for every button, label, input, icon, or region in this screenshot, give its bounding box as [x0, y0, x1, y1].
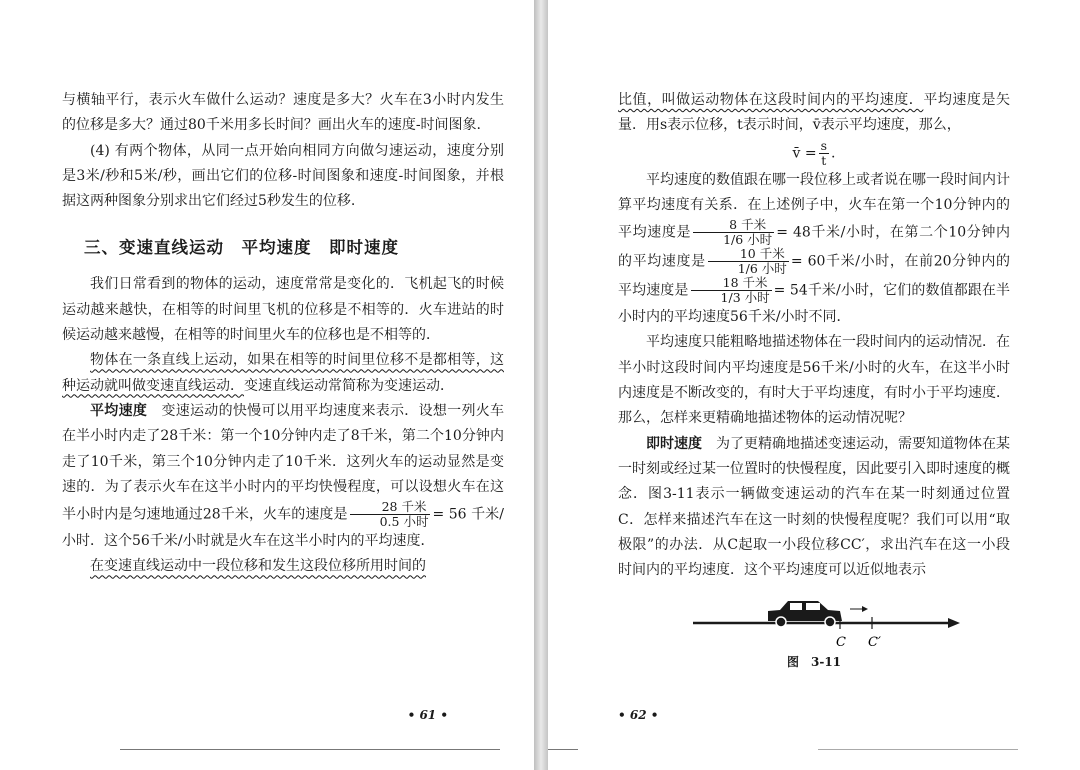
label-c: C	[836, 635, 846, 650]
fraction	[819, 139, 829, 168]
fraction	[708, 247, 789, 276]
definition-text: 物体在一条直线上运动，如果在相等的时间里位移不是都相等，这种运动就叫做变速直线运动．	[62, 352, 504, 394]
arrow-icon	[948, 618, 960, 628]
definition-text: 比值，叫做运动物体在这段时间内的平均速度．	[618, 92, 924, 108]
figure-caption: 图 3-11	[786, 655, 842, 670]
fraction-denominator: 1/6 小时	[723, 232, 773, 248]
fraction	[691, 276, 772, 305]
fraction-denominator: t	[821, 152, 827, 168]
term-instant-speed: 即时速度	[646, 435, 702, 452]
paragraph	[618, 168, 1010, 331]
page-number: • 61 •	[407, 708, 448, 722]
section-title: 三、变速直线运动 平均速度 即时速度	[84, 238, 399, 258]
exercise-4: (4) 有两个物体，从同一点开始向相同方向做匀速运动，速度分别是3米/秒和5米/秒，画出它们的位移-时间图象和速度-时间图象，并根据这两种图象分别求出它们经过5秒发生的位移.	[62, 142, 504, 210]
left-page	[0, 0, 534, 770]
scan-artifact	[818, 749, 1018, 750]
paragraph-text: = 54千米/小时，它们的数值都跟在半小时内的平均速度56千米/小时不同．	[618, 282, 1011, 326]
definition-text: 在变速直线运动中一段位移和发生这段位移所用时间的	[90, 558, 426, 575]
paragraph-text: 变速运动的快慢可以用平均速度来表示．设想一列火车在半小时内走了28千米：第一个10分钟内走了8千米，第二个10分钟内走了10千米，第三个10分钟内走了10千米．这列火车的运动显然是变速的．为了表示火车在这半小时内的平均快慢程度，可以设想火车在这半小时内是匀速地通过28千米，火车的速度是	[62, 402, 505, 523]
average-speed-paragraph	[62, 399, 504, 554]
paragraph-text: = 56 千米/小时．这个56千米/小时就是火车在这半小时内的平均速度．	[62, 506, 504, 550]
fraction-denominator: 0.5 小时	[379, 514, 429, 530]
scan-artifact	[120, 749, 500, 750]
average-speed-formula: v̄ = $\frac{s}{t}$ .	[792, 137, 836, 168]
car-diagram	[618, 593, 1010, 649]
fraction-numerator: 28 千米	[350, 500, 431, 515]
paragraph-text: 为了更精确地描述变速运动，需要知道物体在某一时刻或经过某一位置时的快慢程度，因此要引入即时速度的概念．图3-11表示一辆做变速运动的汽车在某一时刻通过位置C．怎样来描述汽车在这一时刻的快慢程度呢？我们可以用“取极限”的办法．从C起取一小段位移CC′，求出汽车在这一小段时间内的平均速度．这个平均速度可以近似地表示	[618, 435, 1010, 579]
paragraph-text: = 48千米/小时，在第二个10分钟内的平均速度是	[618, 224, 1010, 270]
paragraph-text: = 60千米/小时，在前20分钟内的平均速度是	[618, 253, 1011, 299]
fraction	[693, 218, 774, 247]
paragraph-text: 变速直线运动常简称为变速运动．	[244, 377, 454, 394]
page-number: • 62 •	[618, 708, 659, 722]
figure-3-11	[618, 593, 1010, 670]
fraction-denominator: 1/3 小时	[720, 290, 770, 306]
definition-paragraph	[618, 88, 1010, 139]
fraction-numerator: s	[820, 137, 828, 153]
paragraph: 我们日常看到的物体的运动，速度常常是变化的．飞机起飞的时候运动越来越快，在相等的时间里飞机的位移是不相等的．火车进站的时候运动越来越慢，在相等的时间里火车的位移也是不相等的．	[62, 276, 504, 344]
paragraph: 与横轴平行，表示火车做什么运动？速度是多大？火车在3小时内发生的位移是多大？通过80千米用多长时间？画出火车的速度-时间图象.	[62, 92, 504, 134]
term-average-speed: 平均速度	[90, 402, 148, 419]
fraction-denominator: 1/6 小时	[737, 261, 787, 277]
right-page	[548, 0, 1080, 770]
fraction-numerator: 8 千米	[693, 218, 774, 233]
scan-artifact	[548, 749, 578, 750]
paragraph-text: 平均速度的数值跟在哪一段位移上或者说在哪一段时间内计算平均速度有关系．在上述例子中，火车在第一个10分钟内的平均速度是	[618, 171, 1010, 241]
instant-speed-paragraph	[618, 432, 1010, 584]
fraction-numerator: 18 千米	[691, 276, 772, 291]
definition-paragraph	[62, 348, 504, 399]
formula-lhs: v̄ =	[792, 145, 817, 162]
book-gutter	[534, 0, 548, 770]
definition-paragraph	[62, 554, 504, 579]
fraction	[350, 500, 431, 529]
paragraph: 平均速度只能粗略地描述物体在一段时间内的运动情况．在半小时这段时间内平均速度是56千米/小时的火车，在这半小时内速度是不断改变的，有时大于平均速度，有时小于平均速度．那么，怎样来更精确地描述物体的运动情况呢？	[618, 334, 1010, 427]
paragraph-text: 平均速度是矢量．用s表示位移，t表示时间，v̄表示平均速度，那么，	[618, 92, 1011, 134]
fraction-numerator: 10 千米	[708, 247, 789, 262]
label-c-prime: C′	[868, 635, 881, 650]
